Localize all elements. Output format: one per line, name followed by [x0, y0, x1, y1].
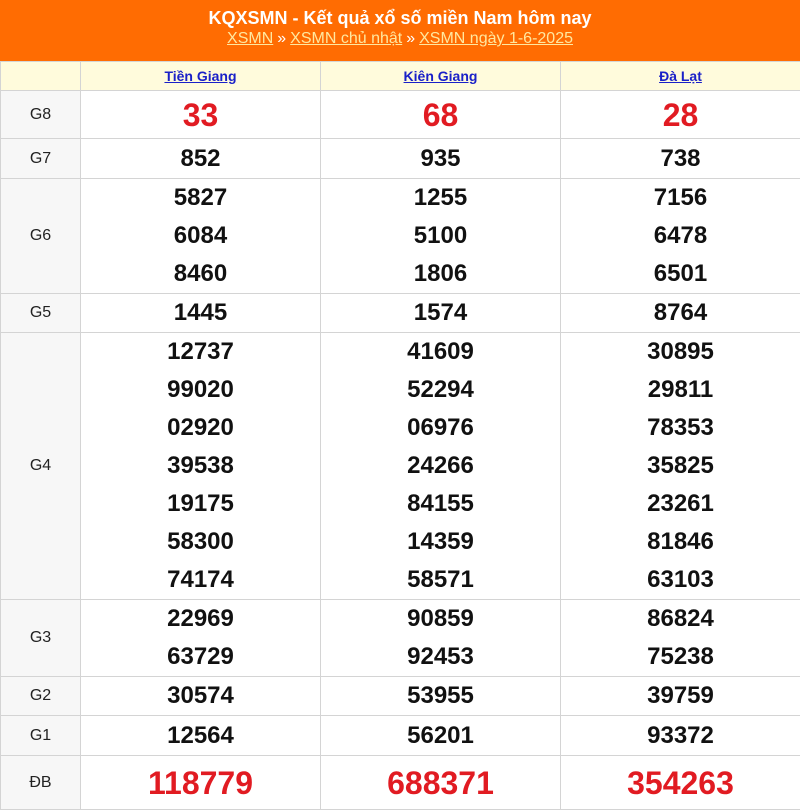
prize-number: 1806 — [321, 255, 560, 293]
prize-number: 39538 — [81, 447, 320, 485]
prize-number: 81846 — [561, 523, 800, 561]
prize-number: 29811 — [561, 371, 800, 409]
prize-row — [1, 677, 800, 716]
prize-number: 6084 — [81, 217, 320, 255]
prize-number: 8460 — [81, 255, 320, 293]
prize-cell — [81, 333, 321, 600]
prize-number: 5827 — [81, 179, 320, 217]
prize-row — [1, 294, 800, 333]
prize-label: ĐB — [1, 756, 81, 810]
prize-number: 68 — [321, 96, 560, 134]
breadcrumb-xsmn-link[interactable]: XSMN — [227, 30, 273, 47]
prize-number: 58571 — [321, 561, 560, 599]
prize-number: 24266 — [321, 447, 560, 485]
prize-number: 6478 — [561, 217, 800, 255]
province-link-kien-giang[interactable]: Kiên Giang — [404, 68, 478, 84]
prize-cell — [81, 91, 321, 139]
prize-label: G8 — [1, 91, 81, 139]
prize-number: 1574 — [321, 294, 560, 332]
prize-number: 8764 — [561, 294, 800, 332]
prize-number: 1255 — [321, 179, 560, 217]
province-header-row — [1, 62, 800, 91]
prize-number: 28 — [561, 96, 800, 134]
prize-cell — [321, 294, 561, 333]
breadcrumb-separator: » — [277, 30, 286, 47]
prize-cell — [321, 600, 561, 677]
prize-number: 86824 — [561, 600, 800, 638]
prize-number: 688371 — [321, 760, 560, 806]
prize-row — [1, 179, 800, 294]
prize-cell — [81, 716, 321, 756]
prize-number: 41609 — [321, 333, 560, 371]
prize-number: 14359 — [321, 523, 560, 561]
province-header — [561, 62, 800, 91]
prize-number: 99020 — [81, 371, 320, 409]
prize-number: 35825 — [561, 447, 800, 485]
prize-number: 12737 — [81, 333, 320, 371]
prize-number: 7156 — [561, 179, 800, 217]
prize-cell — [81, 139, 321, 179]
prize-cell — [81, 600, 321, 677]
prize-number: 33 — [81, 96, 320, 134]
prize-number: 23261 — [561, 485, 800, 523]
prize-number: 75238 — [561, 638, 800, 676]
results-table — [0, 61, 800, 810]
prize-number: 53955 — [321, 677, 560, 715]
prize-cell — [561, 91, 800, 139]
prize-cell — [561, 716, 800, 756]
prize-cell — [561, 139, 800, 179]
prize-number: 78353 — [561, 409, 800, 447]
corner-cell — [1, 62, 81, 91]
prize-number: 935 — [321, 140, 560, 178]
prize-label: G2 — [1, 677, 81, 716]
prize-cell — [321, 179, 561, 294]
prize-row — [1, 756, 800, 810]
prize-number: 22969 — [81, 600, 320, 638]
prize-number: 92453 — [321, 638, 560, 676]
prize-number: 354263 — [561, 760, 800, 806]
prize-label: G7 — [1, 139, 81, 179]
breadcrumb-separator: » — [406, 30, 415, 47]
prize-cell — [81, 756, 321, 810]
prize-cell — [81, 179, 321, 294]
prize-cell — [561, 333, 800, 600]
prize-label: G4 — [1, 333, 81, 600]
province-header — [81, 62, 321, 91]
prize-row — [1, 91, 800, 139]
prize-label: G6 — [1, 179, 81, 294]
prize-number: 93372 — [561, 717, 800, 755]
prize-number: 1445 — [81, 294, 320, 332]
province-header — [321, 62, 561, 91]
prize-number: 39759 — [561, 677, 800, 715]
prize-number: 30895 — [561, 333, 800, 371]
prize-cell — [81, 677, 321, 716]
breadcrumb-xsmn-date-link[interactable]: XSMN ngày 1-6-2025 — [419, 30, 573, 47]
prize-number: 19175 — [81, 485, 320, 523]
prize-table-body — [1, 91, 800, 810]
prize-row — [1, 333, 800, 600]
prize-number: 738 — [561, 140, 800, 178]
prize-cell — [321, 756, 561, 810]
prize-number: 58300 — [81, 523, 320, 561]
prize-row — [1, 600, 800, 677]
prize-number: 74174 — [81, 561, 320, 599]
prize-number: 02920 — [81, 409, 320, 447]
prize-number: 90859 — [321, 600, 560, 638]
prize-number: 63729 — [81, 638, 320, 676]
prize-cell — [321, 677, 561, 716]
breadcrumb-xsmn-sunday-link[interactable]: XSMN chủ nhật — [290, 30, 402, 47]
province-link-tien-giang[interactable]: Tiền Giang — [164, 68, 236, 84]
prize-cell — [321, 333, 561, 600]
prize-number: 852 — [81, 140, 320, 178]
prize-cell — [561, 294, 800, 333]
prize-number: 6501 — [561, 255, 800, 293]
prize-number: 52294 — [321, 371, 560, 409]
prize-label: G1 — [1, 716, 81, 756]
prize-cell — [321, 91, 561, 139]
prize-cell — [561, 677, 800, 716]
prize-number: 56201 — [321, 717, 560, 755]
prize-number: 06976 — [321, 409, 560, 447]
prize-number: 63103 — [561, 561, 800, 599]
prize-row — [1, 716, 800, 756]
breadcrumb — [0, 29, 800, 49]
prize-label: G5 — [1, 294, 81, 333]
prize-cell — [321, 139, 561, 179]
prize-cell — [561, 756, 800, 810]
prize-number: 84155 — [321, 485, 560, 523]
prize-label: G3 — [1, 600, 81, 677]
prize-number: 12564 — [81, 717, 320, 755]
prize-cell — [81, 294, 321, 333]
prize-number: 30574 — [81, 677, 320, 715]
province-link-da-lat[interactable]: Đà Lạt — [659, 68, 702, 84]
prize-cell — [561, 179, 800, 294]
prize-cell — [561, 600, 800, 677]
page-title: KQXSMN - Kết quả xổ số miền Nam hôm nay — [0, 7, 800, 29]
page-header — [0, 0, 800, 61]
prize-row — [1, 139, 800, 179]
prize-number: 118779 — [81, 760, 320, 806]
prize-number: 5100 — [321, 217, 560, 255]
prize-cell — [321, 716, 561, 756]
